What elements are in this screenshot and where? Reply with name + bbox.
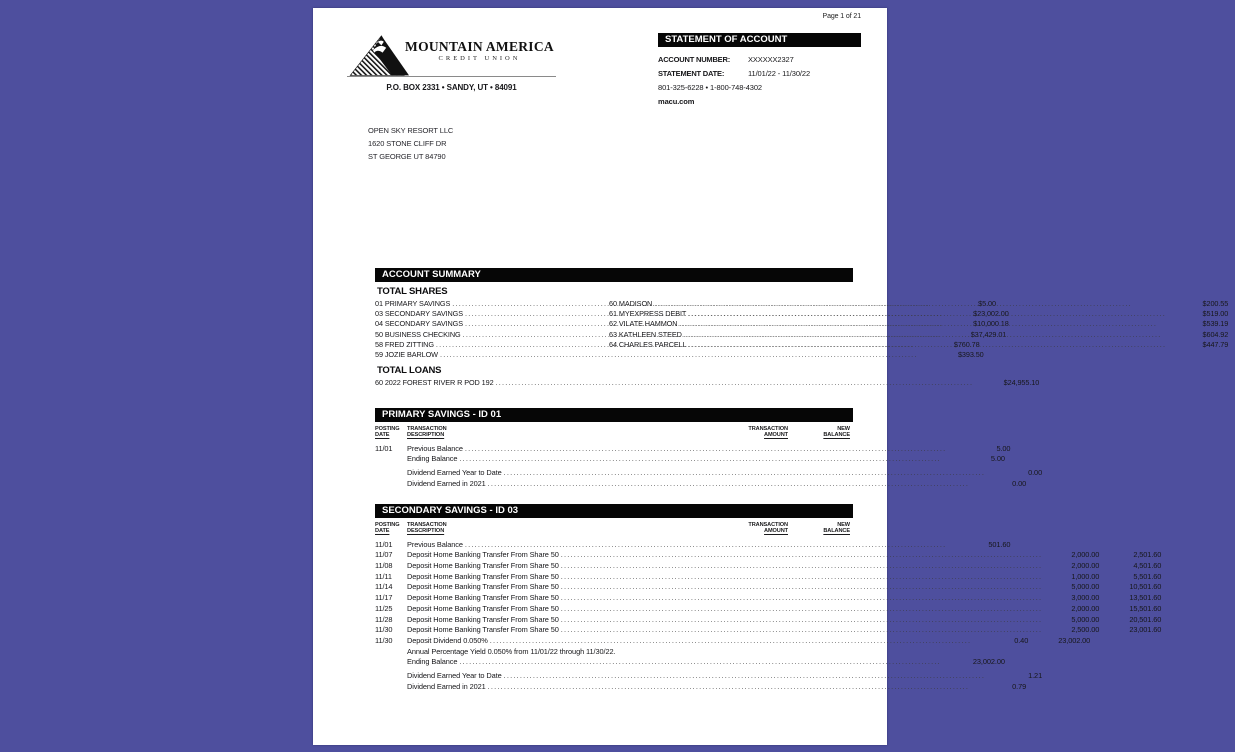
balance-cell: 5,501.60 [1133,571,1162,581]
description-text: Deposit Home Banking Transfer From Share 50 [407,582,559,592]
balance-cell: 23,002.00 [1058,635,1091,645]
header-amount-bottom: AMOUNT [764,432,788,439]
dotted-leader [561,604,1043,613]
posting-date-cell: 11/28 [375,614,393,624]
share-summary-row [609,330,1228,340]
transaction-row [375,614,1162,626]
description-text: Dividend Earned in 2021 [407,681,486,691]
statement-date-value: 11/01/22 - 11/30/22 [747,68,811,78]
phone-numbers: 801-325-6228 • 1-800-748-4302 [658,82,762,92]
amount-cell: 2,000.00 [1071,550,1100,560]
posting-date-cell: 11/14 [375,582,393,592]
dotted-leader [561,582,1043,591]
summary-row-label: 60 MADISON [609,298,653,308]
statement-info-block [658,33,861,109]
description-text: Deposit Home Banking Transfer From Share 50 [407,603,559,613]
summary-row-amount: $539.19 [1202,319,1229,329]
summary-row-amount: $23,002.00 [973,308,1009,318]
balance-cell: 2,501.60 [1133,550,1162,560]
header-amount-top: TRANSACTION [748,521,788,528]
posting-date-header [375,426,407,439]
description-text: Previous Balance [407,443,463,453]
share-summary-row [609,309,1228,319]
description-text: Ending Balance [407,657,458,667]
balance-cell: 23,002.00 [972,657,1005,667]
posting-date-cell: 11/30 [375,625,393,635]
amount-cell: 0.00 [1028,468,1043,478]
shares-columns [375,298,1229,361]
description-cell [407,636,973,645]
summary-row-amount: $760.78 [953,340,980,350]
header-description: DESCRIPTION [407,528,445,535]
posting-date-cell: 11/30 [375,635,393,645]
dotted-leader [504,671,986,680]
header-balance-top: NEW [837,521,850,528]
brand-name: MOUNTAIN AMERICA [405,39,554,54]
description-cell [407,647,788,656]
description-text: Dividend Earned Year to Date [407,670,502,680]
dotted-leader [679,319,1166,328]
description-cell [407,582,1044,591]
summary-row-amount: $393.50 [957,350,984,360]
transaction-row [375,550,1162,561]
header-date: DATE [375,528,390,535]
dotted-leader [488,682,970,691]
dotted-leader [488,479,970,488]
primary-savings-title-bar: PRIMARY SAVINGS - ID 01 [375,408,853,422]
balance-cell: 4,501.60 [1133,561,1162,571]
page-indicator: Page 1 of 21 [822,13,861,20]
summary-row-amount: $447.79 [1202,340,1229,350]
description-cell [407,540,948,549]
share-summary-row [375,350,984,360]
amount-cell: 5,000.00 [1071,614,1100,624]
balance-cell: 10,501.60 [1129,582,1162,592]
transaction-row [375,670,1043,682]
summary-row-label: 63 KATHLEEN STEED [609,329,682,339]
description-text: Deposit Home Banking Transfer From Share 50 [407,593,559,603]
secondary-savings-section [375,504,1162,692]
balance-header [788,522,850,535]
balance-cell: 20,501.60 [1129,614,1162,624]
primary-savings-rows [375,443,1043,490]
brand-logo-block [347,28,556,94]
amount-header [733,426,788,439]
account-number-value: XXXXXX2327 [747,54,794,64]
summary-row-label: 03 SECONDARY SAVINGS [375,308,464,318]
header-posting: POSTING [375,425,400,432]
dotted-leader [465,444,947,453]
dotted-leader [561,561,1043,570]
dotted-leader [490,636,972,645]
amount-cell: 2,000.00 [1071,603,1100,613]
amount-cell: 0.40 [1014,635,1029,645]
summary-row-amount: $200.55 [1202,298,1229,308]
header-date: DATE [375,432,390,439]
description-text: Deposit Dividend 0.050% [407,635,488,645]
share-summary-row [609,340,1228,350]
posting-date-cell: 11/01 [375,539,393,549]
amount-cell: 1.21 [1028,670,1043,680]
dotted-leader [689,340,1167,349]
description-header [407,522,733,535]
total-shares-heading: TOTAL SHARES [377,285,448,297]
recipient-line: ST GEORGE UT 84790 [368,152,446,161]
description-cell [407,593,1044,602]
description-text: Deposit Home Banking Transfer From Share 50 [407,614,559,624]
posting-date-header [375,522,407,535]
header-amount-top: TRANSACTION [748,425,788,432]
total-loans-heading: TOTAL LOANS [377,364,442,376]
amount-cell: 2,500.00 [1071,625,1100,635]
transaction-row [375,647,853,658]
description-text: Deposit Home Banking Transfer From Share 50 [407,625,559,635]
summary-row-label: 61 MYEXPRESS DEBIT [609,308,687,318]
header-posting: POSTING [375,521,400,528]
summary-row-label: 62 VILATE HAMMON [609,319,678,329]
statement-title-bar: STATEMENT OF ACCOUNT [658,33,861,47]
transaction-row [375,593,1162,604]
description-text: Deposit Home Banking Transfer From Share 50 [407,571,559,581]
description-text: Deposit Home Banking Transfer From Share 50 [407,561,559,571]
secondary-savings-rows [375,539,1162,693]
statement-page [313,8,1229,745]
header-description: DESCRIPTION [407,432,445,439]
summary-row-label: 50 BUSINESS CHECKING [375,329,461,339]
transaction-row [375,539,1011,551]
amount-cell: 0.00 [1012,478,1027,488]
dotted-leader [684,330,1166,339]
brand-address: P.O. BOX 2331 • SANDY, UT • 84091 [386,83,517,92]
balance-cell: 23,001.60 [1129,625,1162,635]
table-header-row [375,426,853,439]
mountain-logo-icon [349,33,409,77]
balance-cell: 5.00 [990,454,1005,464]
share-summary-row [609,319,1228,329]
transaction-row [375,571,1162,583]
dotted-leader [561,572,1043,581]
dotted-leader [504,468,986,477]
dotted-leader [654,299,1166,308]
posting-date-cell: 11/11 [375,571,392,581]
header-balance-top: NEW [837,425,850,432]
transaction-row [375,443,1011,455]
amount-header [733,522,788,535]
description-cell [407,468,987,477]
posting-date-cell: 11/07 [375,550,393,560]
website-link: macu.com [658,96,695,106]
transaction-row [375,635,1091,647]
amount-cell: 0.79 [1012,681,1027,691]
posting-date-cell: 11/25 [375,603,393,613]
description-cell [407,682,971,691]
brand-subtitle: CREDIT UNION [438,55,521,62]
loans-rows [375,377,1040,388]
dotted-leader [459,454,941,463]
dotted-leader [459,657,941,666]
summary-row-label: 58 FRED ZITTING [375,340,434,350]
recipient-address [368,124,453,163]
summary-row-amount: $10,000.18 [973,319,1009,329]
description-cell [407,550,1044,559]
recipient-line: 1620 STONE CLIFF DR [368,139,447,148]
statement-date-row [658,67,861,81]
summary-row-label: 04 SECONDARY SAVINGS [375,319,464,329]
summary-row-amount: $37,429.01 [970,329,1007,339]
dotted-leader [561,550,1043,559]
description-cell [407,657,943,666]
summary-row-label: 60 2022 FOREST RIVER R POD 192 [375,377,494,387]
account-number-row [658,53,861,67]
description-header [407,426,733,439]
description-cell [407,479,971,488]
description-cell [407,604,1044,613]
summary-row-amount: $519.00 [1202,308,1229,318]
header-balance-bottom: BALANCE [823,432,850,439]
dotted-leader [496,378,974,387]
balance-header [788,426,850,439]
summary-row-amount: $5.00 [978,298,996,308]
transaction-row [375,657,1005,668]
account-summary-section [375,268,1229,388]
posting-date-cell: 11/08 [375,561,393,571]
description-text: Dividend Earned in 2021 [407,478,486,488]
description-cell [407,454,943,463]
secondary-savings-title-bar: SECONDARY SAVINGS - ID 03 [375,504,853,518]
description-cell [407,572,1044,581]
description-text: Ending Balance [407,454,458,464]
balance-cell: 501.60 [988,539,1011,549]
account-summary-title-bar: ACCOUNT SUMMARY [375,268,853,282]
posting-date-cell: 11/01 [375,443,393,453]
dotted-leader [561,625,1043,634]
transaction-row [375,468,1043,479]
description-cell [407,561,1044,570]
amount-cell: 1,000.00 [1071,571,1100,581]
header-transaction: TRANSACTION [407,425,447,432]
amount-cell: 3,000.00 [1071,593,1100,603]
description-text: Dividend Earned Year to Date [407,468,502,478]
transaction-row [375,625,1162,636]
transaction-row [375,582,1162,593]
dotted-leader [561,593,1043,602]
amount-cell: 5,000.00 [1071,582,1100,592]
primary-savings-section [375,408,1043,489]
posting-date-cell: 11/17 [375,593,393,603]
recipient-line: OPEN SKY RESORT LLC [368,126,454,135]
summary-row-label: 59 JOZIE BARLOW [375,350,438,360]
statement-info-rows [658,53,861,109]
shares-column-right [609,299,1235,361]
summary-row-amount: $604.92 [1202,329,1229,339]
summary-row-amount: $24,955.10 [1003,377,1040,387]
dotted-leader [561,615,1043,624]
transaction-row [375,681,1027,693]
description-cell [407,444,948,453]
share-summary-row [609,299,1228,309]
balance-cell: 15,501.60 [1129,603,1162,613]
amount-cell: 2,000.00 [1071,561,1100,571]
summary-row-label: 01 PRIMARY SAVINGS [375,298,451,308]
dotted-leader [688,309,1166,318]
transaction-row [375,603,1162,615]
description-cell [407,615,1044,624]
logo-divider [347,76,556,77]
loan-summary-row [375,377,1040,388]
statement-date-label: STATEMENT DATE: [658,68,725,78]
dotted-leader [465,540,947,549]
description-text: Annual Percentage Yield 0.050% from 11/01/22 through 11/30/22. [407,646,616,656]
transaction-row [375,478,1027,490]
table-header-row [375,522,853,535]
description-cell [407,625,1044,634]
account-number-label: ACCOUNT NUMBER: [658,54,730,64]
balance-cell: 13,501.60 [1129,593,1162,603]
header-amount-bottom: AMOUNT [764,528,788,535]
transaction-row [375,454,1005,465]
description-text: Previous Balance [407,539,463,549]
balance-cell: 5.00 [996,443,1011,453]
summary-row-label: 64 CHARLES PARCELL [609,340,687,350]
description-text: Deposit Home Banking Transfer From Share 50 [407,550,559,560]
transaction-row [375,561,1162,572]
description-cell [407,671,987,680]
header-balance-bottom: BALANCE [823,528,850,535]
header-transaction: TRANSACTION [407,521,447,528]
